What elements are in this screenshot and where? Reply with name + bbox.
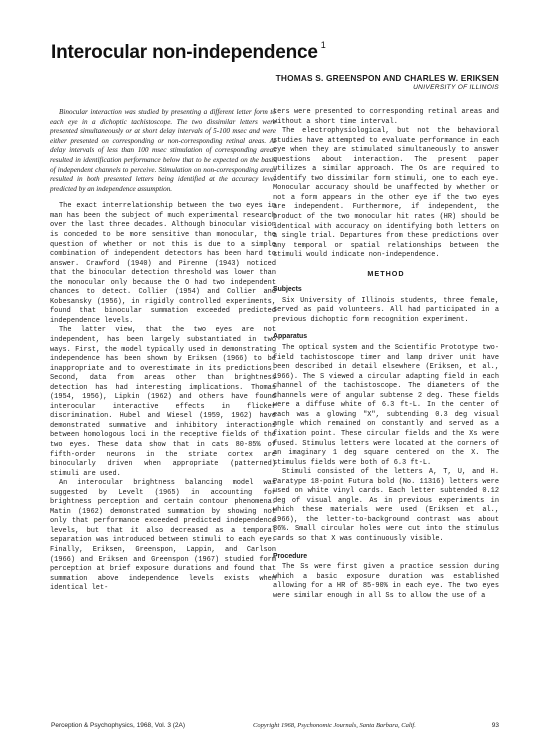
intro-paragraph-4: The electrophysiological, but not the behavioral studies have attempted to evaluate performance in each eye when they are stimulated simultaneously to answer questions about interaction. The present paper utilizes a similar approach. The Os are required to identify two dissimilar form stimuli, one to each eye. Monocular accuracy should be unaffected by whether or not a form appears in the other eye if the two eyes are independent. Furthermore, if independent, the product of the two monocular hit rates (HR) should be identical with accuracy on identifying both letters on a single trial. Departures from these predictions over any temporal or spatial relationships between the stimuli would indicate non-independence. — [273, 127, 499, 260]
right-column — [273, 108, 499, 601]
procedure-heading: Procedure — [273, 552, 308, 560]
author-block — [276, 73, 499, 91]
title-footnote-mark: 1 — [320, 40, 326, 50]
intro-paragraph-1: The exact interrelationship between the two eyes in man has been the subject of much experimental research over the last three decades. Although binocular vision is conceded to be more sensitive than monocular, the question of whether or not this is due to a simple combination of independent detectors has been hard to answer. Crawford (1940) and Pirenne (1943) noticed that the binocular detection threshold was lower than the monocular only because the O had two independent chances to detect. Collier (1954) and Collier and Kobesansky (1956), in rigidly controlled experiments, found that binocular summation exceeded predicted independence levels. — [50, 202, 276, 325]
procedure-text: The Ss were first given a practice session during which a basic exposure duration was established allowing for a HR of 85-90% in each eye. The two eyes were similar enough in all Ss to allow the use of a — [273, 563, 499, 600]
intro-paragraph-3: An interocular brightness balancing model was suggested by Levelt (1965) in accounting for brightness perception and certain contour phenomena. Matin (1962) demonstrated summation by showing not only that performance exceeded predicted independence levels, but that it also decreased as a temporal separation was introduced between stimuli to each eye. Finally, Eriksen, Greenspon, Lappin, and Carlson (1966) and Eriksen and Greenspon (1967) studied form perception at brief exposure durations and found that summation above independence levels exists when identical let- — [50, 479, 276, 593]
author-names: THOMAS S. GREENSPON AND CHARLES W. ERIKSEN — [275, 73, 499, 83]
subjects-heading: Subjects — [273, 286, 302, 294]
footer-page-number: 93 — [491, 722, 499, 729]
method-heading: METHOD — [367, 268, 405, 278]
apparatus-paragraph-2: Stimuli consisted of the letters A, T, U, and H. Paratype 18-point Futura bold (No. 11316) letters were used on white vinyl cards. Each letter subtended 0.12 deg of visual angle. As in previous experiments in which these materials were used (Eriksen et al., 1966), the letter-to-background contrast was about 86%. Small circular holes were cut into the stimulus cards so that X was continuously visible. — [273, 468, 499, 543]
intro-continuation: ters were presented to corresponding retinal areas and without a short time interval. — [273, 108, 499, 126]
author-affiliation: UNIVERSITY OF ILLINOIS — [413, 84, 499, 91]
footer-copyright: Copyright 1968, Psychonomic Journals, Santa Barbara, Calif. — [253, 722, 416, 729]
apparatus-heading: Apparatus — [273, 333, 308, 341]
title-text: Interocular non-independence — [51, 42, 318, 63]
paper-title — [51, 40, 326, 64]
subjects-text: Six University of Illinois students, three female, served as paid volunteers. All had participated in a previous dichoptic form recognition experiment. — [273, 296, 499, 324]
intro-paragraph-2: The latter view, that the two eyes are not independent, has been largely substantiated in two ways. First, the model typically used in demonstrating independence has been shown by Eriksen (1966) to be inappropriate and to overestimate in its predictions. Second, data from areas other than brightness detection has had interesting implications. Thomas (1954, 1956), Lipkin (1962) and others have found interocular interactive effects in flicker discrimination. Hubel and Wiesel (1959, 1962) have demonstrated summative and inhibitory interactions between homologous loci in the receptive fields of the two eyes. These data show that in cats 80-85% of fifth-order neurons in the striate cortex are binocularly driven when appropriate (patterned) stimuli are used. — [50, 326, 276, 478]
left-column — [50, 108, 276, 594]
abstract: Binocular interaction was studied by presenting a different letter form to each eye in a dichoptic tachistoscope. The two dissimilar letters were presented simultaneously or at short delay intervals of 5-100 msec and were either presented on corresponding or non-corresponding retinal areas. At delay intervals of less than 100 msec stimulation of corresponding areas resulted in identification performance below that to be expected on the basis of independent channels to perceive. Stimulation on non-corresponding areas resulted in both presented letters being identified at the accuracy level predicted by an independence assumption. — [50, 108, 276, 193]
footer-journal: Perception & Psychophysics, 1968, Vol. 3 (2A) — [51, 722, 186, 729]
apparatus-paragraph-1: The optical system and the Scientific Prototype two-field tachistoscope timer and lamp driver unit have been described in detail elsewhere (Eriksen, et al., 1966). The S viewed a circular adapting field in each channel of the tachistoscope. The diameters of the channels were of angular subtense 2 deg. These fields were a diffuse white of 6.3 ft-L. In the center of each was a glowing "X", subtending 0.3 deg visual angle which remained on constantly and served as a fixation point. These circular fields and the Xs were fused. Stimulus letters were located at the corners of an imaginary 1 deg square centered on the X. The stimulus fields were both of 6.3 ft-L. — [273, 344, 499, 467]
